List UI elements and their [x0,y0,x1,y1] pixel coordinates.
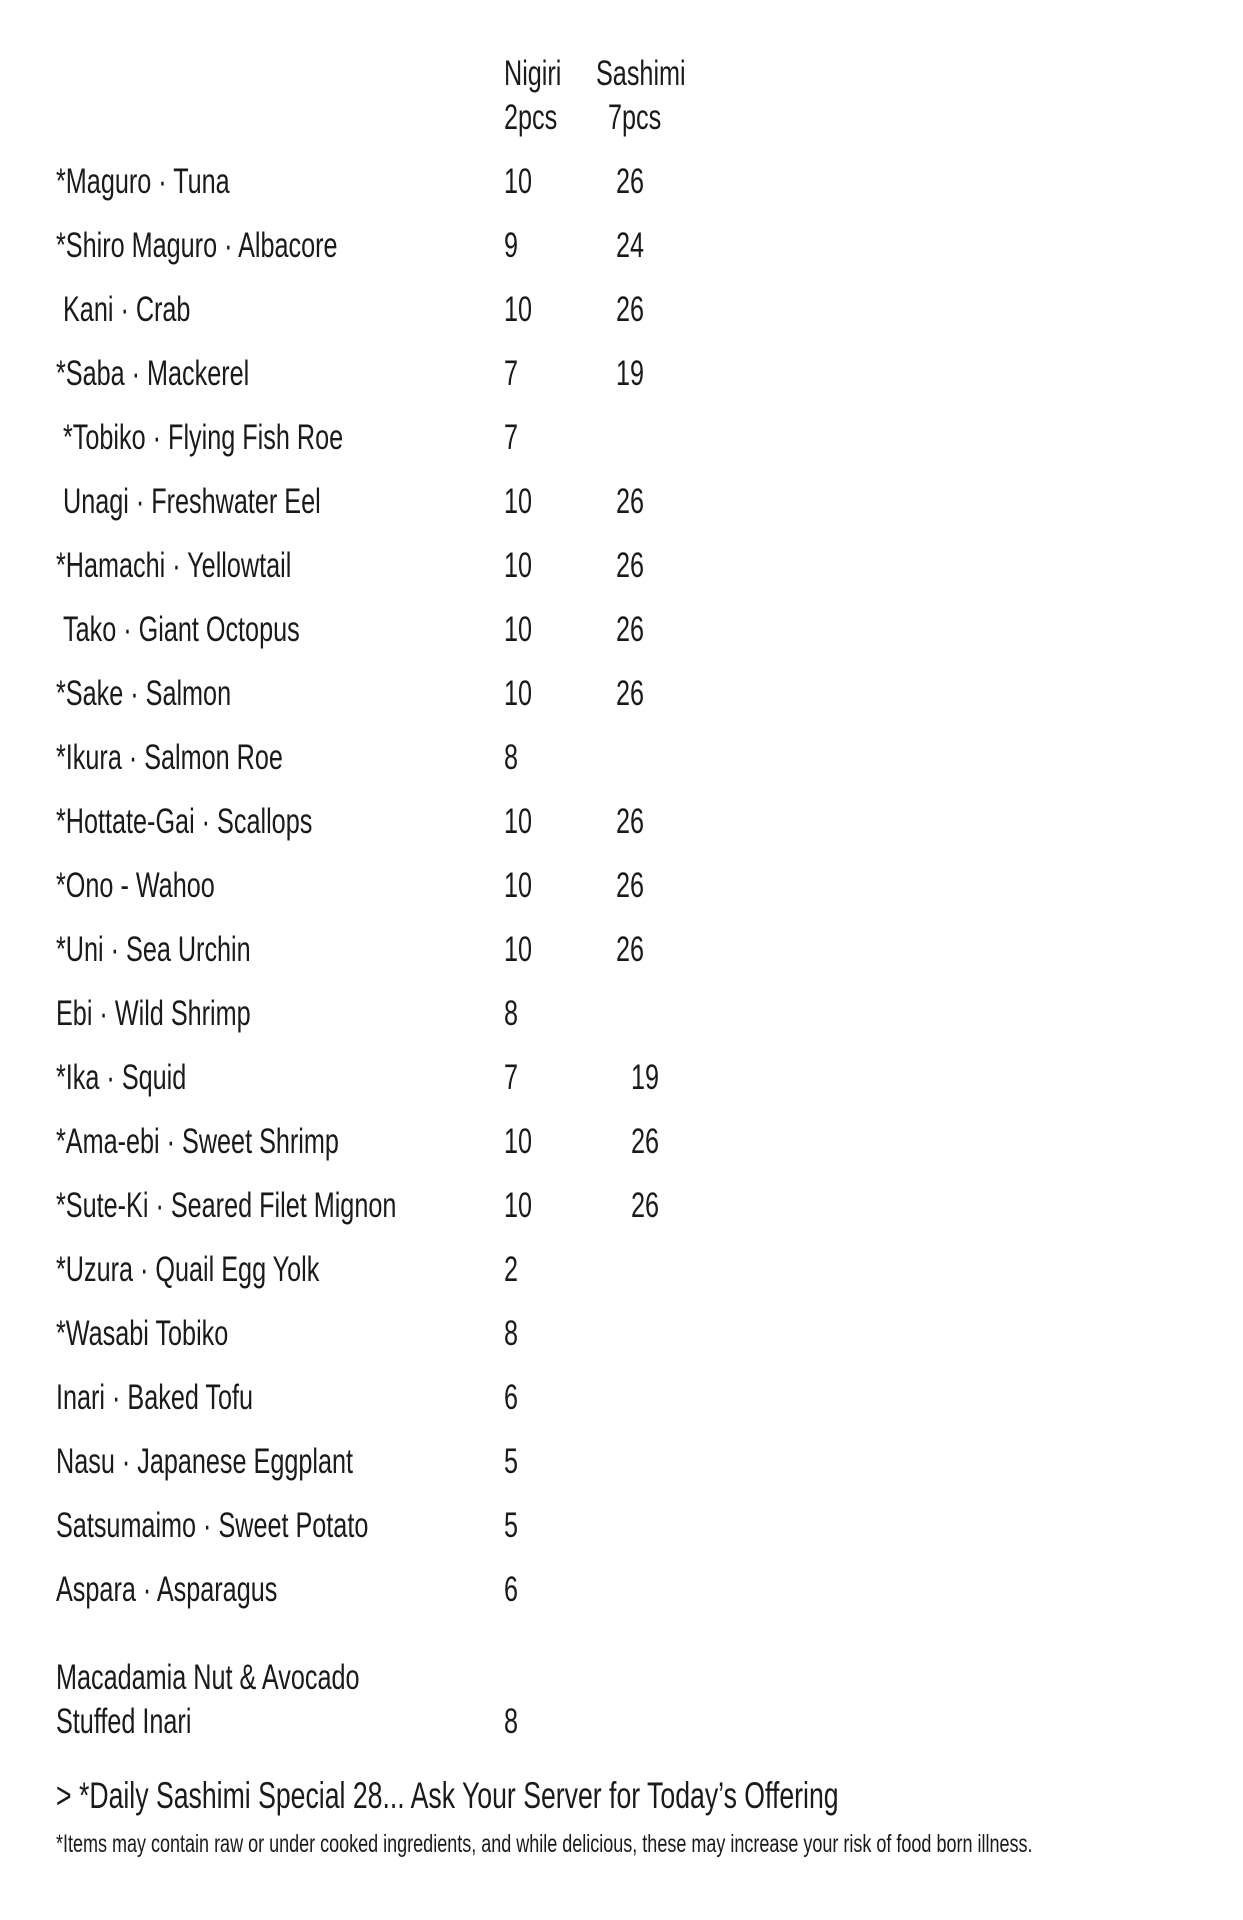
item-name-line-1: Macadamia Nut & Avocado [56,1658,360,1697]
nigiri-label: Nigiri [504,54,562,93]
item-name: Ebi · Wild Shrimp [56,994,251,1033]
item-name: *Ikura · Salmon Roe [56,738,283,777]
nigiri-price: 8 [504,1702,519,1741]
sashimi-price: 19 [631,1058,660,1097]
sashimi-price: 26 [616,610,645,649]
item-name: Inari · Baked Tofu [56,1378,254,1417]
nigiri-price: 10 [504,866,533,905]
nigiri-price-stuffed-inari [504,1700,523,1744]
item-name-line-2: Stuffed Inari [56,1702,192,1741]
nigiri-price: 7 [504,418,519,457]
sashimi-price: 19 [616,354,645,393]
menu-item [0,1118,1243,1166]
menu-item [0,670,1243,718]
menu-item-stuffed-inari [56,1656,478,1744]
menu-item [0,1054,1243,1102]
menu-item [0,1566,1243,1614]
sashimi-price: 26 [616,290,645,329]
menu-item [0,990,1243,1038]
nigiri-price: 6 [504,1378,519,1417]
disclaimer-text: *Items may contain raw or under cooked ingredients, and while delicious, these may increase your risk of food born illness. [56,1830,1033,1858]
nigiri-price: 5 [504,1506,519,1545]
menu-item [0,734,1243,782]
nigiri-price: 7 [504,354,519,393]
nigiri-price: 2 [504,1250,519,1289]
nigiri-price: 9 [504,226,519,265]
nigiri-price: 10 [504,802,533,841]
menu-item [0,1182,1243,1230]
menu-item [0,926,1243,974]
item-name: Aspara · Asparagus [56,1570,278,1609]
item-name: Satsumaimo · Sweet Potato [56,1506,369,1545]
nigiri-column-header [504,52,584,140]
item-name: *Wasabi Tobiko [56,1314,229,1353]
menu-item [0,1310,1243,1358]
nigiri-price: 10 [504,674,533,713]
item-name: *Shiro Maguro · Albacore [56,226,338,265]
sashimi-price: 26 [616,866,645,905]
sashimi-price: 26 [616,802,645,841]
menu-item [0,606,1243,654]
menu-item [0,542,1243,590]
item-name: *Ama-ebi · Sweet Shrimp [56,1122,339,1161]
sashimi-column-header [596,52,720,140]
menu-item [0,1438,1243,1486]
item-name: Tako · Giant Octopus [63,610,300,649]
sashimi-price: 26 [616,674,645,713]
menu-item [0,350,1243,398]
sashimi-price: 24 [616,226,645,265]
sashimi-price: 26 [631,1186,660,1225]
sashimi-price: 26 [616,930,645,969]
item-name: *Maguro · Tuna [56,162,230,201]
nigiri-price: 5 [504,1442,519,1481]
item-name: *Uni · Sea Urchin [56,930,251,969]
menu-item [0,222,1243,270]
nigiri-price: 10 [504,610,533,649]
sashimi-label: Sashimi [596,54,686,93]
daily-special-text: > *Daily Sashimi Special 28... Ask Your Server for Today’s Offering [56,1775,839,1816]
menu-item [0,414,1243,462]
item-name: *Hamachi · Yellowtail [56,546,292,585]
menu-item [0,798,1243,846]
daily-special-note [56,1772,1143,1820]
nigiri-price: 10 [504,162,533,201]
nigiri-price: 8 [504,738,519,777]
nigiri-price: 10 [504,546,533,585]
item-name: *Ika · Squid [56,1058,187,1097]
nigiri-price: 7 [504,1058,519,1097]
nigiri-price: 8 [504,1314,519,1353]
item-name: Nasu · Japanese Eggplant [56,1442,353,1481]
sashimi-price: 26 [616,162,645,201]
item-name: *Saba · Mackerel [56,354,250,393]
item-name: *Hottate-Gai · Scallops [56,802,313,841]
sashimi-count: 7pcs [608,98,662,137]
food-safety-disclaimer [56,1827,1243,1861]
sashimi-price: 26 [631,1122,660,1161]
menu-item [0,1246,1243,1294]
nigiri-price: 10 [504,930,533,969]
nigiri-price: 10 [504,482,533,521]
menu-item [0,158,1243,206]
menu-item [0,286,1243,334]
nigiri-price: 6 [504,1570,519,1609]
item-name: Kani · Crab [63,290,191,329]
sashimi-price: 26 [616,482,645,521]
menu-item [0,862,1243,910]
sashimi-price: 26 [616,546,645,585]
nigiri-price: 10 [504,290,533,329]
menu-item [0,1502,1243,1550]
item-name: *Ono - Wahoo [56,866,215,905]
nigiri-price: 8 [504,994,519,1033]
nigiri-price: 10 [504,1122,533,1161]
item-name: *Uzura · Quail Egg Yolk [56,1250,320,1289]
item-name: Unagi · Freshwater Eel [63,482,321,521]
menu-item [0,1374,1243,1422]
nigiri-count: 2pcs [504,98,558,137]
nigiri-price: 10 [504,1186,533,1225]
menu-item [0,478,1243,526]
item-name: *Sake · Salmon [56,674,232,713]
item-name: *Tobiko · Flying Fish Roe [63,418,344,457]
item-name: *Sute-Ki · Seared Filet Mignon [56,1186,397,1225]
